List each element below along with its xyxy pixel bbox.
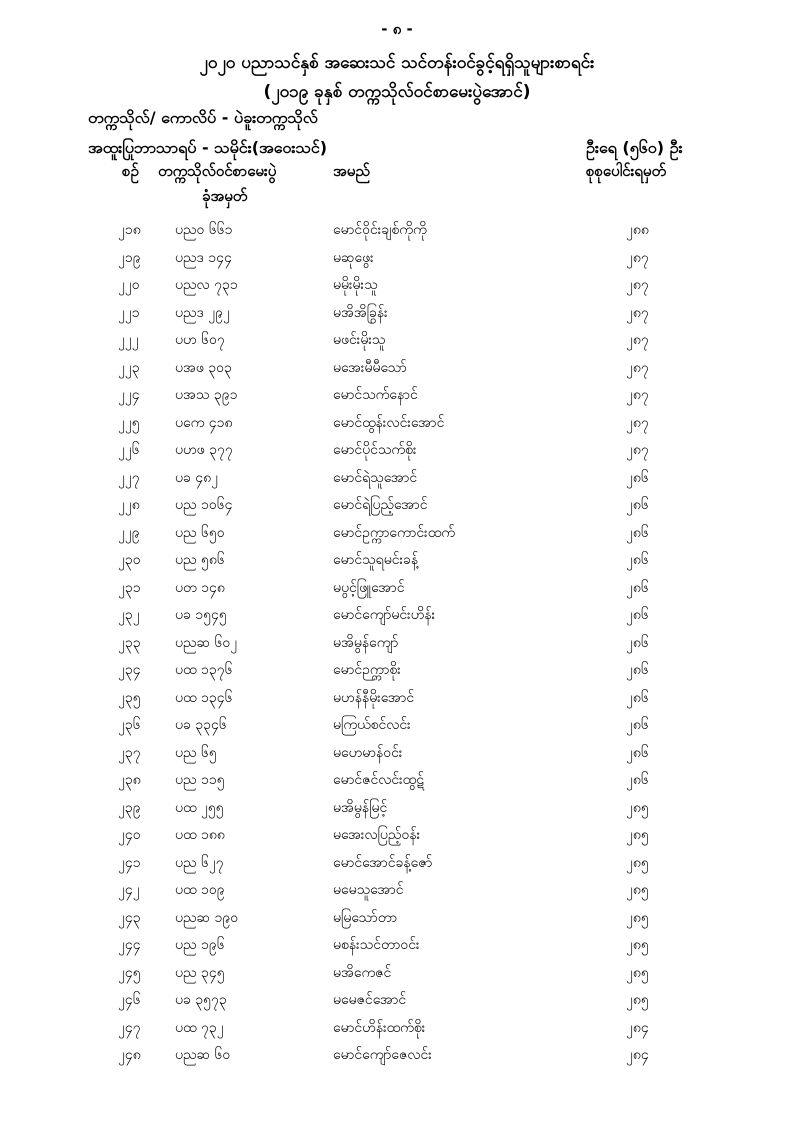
row-no: ၂၄၂ xyxy=(118,882,140,898)
row-no: ၂၃၃ xyxy=(118,634,141,651)
table-row xyxy=(0,601,794,629)
row-marks: ၂၈၆ xyxy=(626,524,649,541)
table-row xyxy=(0,354,794,382)
row-name: မပွင့်ဖြူအောင် xyxy=(333,579,405,596)
row-roll-number: ပထ ၁၃၇၆ xyxy=(175,662,233,678)
row-no: ၂၃၀ xyxy=(118,552,141,568)
table-row xyxy=(0,904,794,932)
row-name: မမေသူအောင် xyxy=(333,882,404,898)
row-roll-number: ပခ ၃၃၄၆ xyxy=(175,717,227,733)
row-roll-number: ပညဆ ၆၀၂ xyxy=(175,634,238,651)
table-row xyxy=(0,491,794,519)
row-no: ၂၄၆ xyxy=(118,992,141,1008)
row-marks: ၂၈၄ xyxy=(626,1047,649,1063)
row-roll-number: ပထ ၂၅၅ xyxy=(175,799,224,816)
row-roll-number: ပခ ၃၅၇၃ xyxy=(175,992,227,1008)
table-row xyxy=(0,794,794,822)
row-marks: ၂၈၇ xyxy=(626,414,649,431)
table-row xyxy=(0,409,794,437)
row-no: ၂၂၀ xyxy=(118,277,140,293)
row-no: ၂၁၈ xyxy=(118,222,141,238)
row-marks: ၂၈၆ xyxy=(626,497,649,513)
row-no: ၂၂၃ xyxy=(118,359,140,376)
row-name: မဟန်နီမိုးအောင် xyxy=(333,689,415,706)
row-no: ၂၂၁ xyxy=(118,304,140,321)
table-row xyxy=(0,436,794,464)
table-row xyxy=(0,326,794,354)
row-name: မောင်ကျော်မင်းဟိန်း xyxy=(333,607,436,623)
row-no: ၂၂၇ xyxy=(118,469,140,486)
row-marks: ၂၈၇ xyxy=(626,249,649,266)
row-name: မောင်ဟိန်းထက်စိုး xyxy=(333,1019,426,1036)
table-row xyxy=(0,574,794,602)
row-roll-number: ပထ ၁၈၈ xyxy=(175,827,225,843)
row-name: မမြသော်တာ xyxy=(333,909,398,926)
total-count: ဦးရေ (၅၆၀) ဦး xyxy=(586,138,683,157)
row-marks: ၂၈၆ xyxy=(626,744,649,761)
table-row xyxy=(0,876,794,904)
row-name: မောင်အောင်ခန့်ဇော် xyxy=(333,854,433,871)
row-name: မောင်ဥက္ကာကောင်းထက် xyxy=(333,524,455,541)
row-roll-number: ပည ၃၄၅ xyxy=(175,964,225,981)
row-name: မောင်ထွန်းလင်းအောင် xyxy=(333,414,445,431)
table-row xyxy=(0,464,794,492)
table-row xyxy=(0,1014,794,1042)
row-name: မအိကေဇင် xyxy=(333,964,392,981)
row-marks: ၂၈၇ xyxy=(626,359,649,376)
table-row xyxy=(0,1041,794,1069)
results-table xyxy=(0,216,794,1069)
row-name: မဆုဖွေး xyxy=(333,249,374,266)
row-roll-number: ပထ ၁၃၄၆ xyxy=(175,689,233,706)
row-roll-number: ပညလ ၇၃၁ xyxy=(175,277,238,293)
row-name: မအိမွန်မြင့် xyxy=(333,799,388,816)
row-no: ၂၃၄ xyxy=(118,662,141,678)
row-name: မောင်ဉက္ကာစိုး xyxy=(333,662,401,678)
row-marks: ၂၈၅ xyxy=(626,854,649,871)
table-row xyxy=(0,766,794,794)
row-name: မောင်သူရမင်းခန့် xyxy=(333,552,419,568)
row-roll-number: ပည ၆၅၀ xyxy=(175,524,225,541)
row-roll-number: ပခ ၁၅၄၅ xyxy=(175,607,227,623)
row-no: ၂၄၃ xyxy=(118,909,141,926)
row-roll-number: ပည ၁၉၆ xyxy=(175,937,225,953)
document-title: ၂၀၂၀ ပညာသင်နှစ် အဆေးသင် သင်တန်းဝင်ခွင့်ရရှိသူများစာရင်း xyxy=(199,53,595,73)
header-roll-line1: တက္ကသိုလ်ဝင်စာမေးပွဲ xyxy=(158,162,277,180)
row-marks: ၂၈၆ xyxy=(626,607,649,623)
row-no: ၂၂၅ xyxy=(118,414,140,431)
row-no: ၂၄၈ xyxy=(118,1047,141,1063)
row-no: ၂၂၈ xyxy=(118,497,140,513)
row-marks: ၂၈၇ xyxy=(626,442,649,458)
row-roll-number: ပထ ၁၀၉ xyxy=(175,882,225,898)
row-no: ၂၄၇ xyxy=(118,1019,141,1036)
row-name: မမိုးမိုးသူ xyxy=(333,277,378,293)
row-marks: ၂၈၅ xyxy=(626,799,649,816)
table-row xyxy=(0,849,794,877)
row-name: မောင်ဇင်လင်းထွဋ် xyxy=(333,772,424,788)
row-roll-number: ပဟဖ ၃၇၇ xyxy=(175,442,233,458)
row-marks: ၂၈၇ xyxy=(626,332,649,348)
table-row xyxy=(0,821,794,849)
row-marks: ၂၈၆ xyxy=(626,552,649,568)
subject-label: အထူးပြုဘာသာရပ် - သမိုင်း(အဝေးသင်) xyxy=(88,138,328,157)
university-label: တက္ကသိုလ်/ ကောလိပ် - ပဲခူးတက္ကသိုလ် xyxy=(88,108,318,127)
row-roll-number: ပည ၁၁၅ xyxy=(175,772,225,788)
row-name: မောင်ရဲပြည့်အောင် xyxy=(333,497,428,513)
row-no: ၂၂၂ xyxy=(118,332,139,348)
row-roll-number: ပတ ၁၄၈ xyxy=(175,579,225,596)
row-marks: ၂၈၅ xyxy=(626,909,649,926)
row-marks: ၂၈၈ xyxy=(626,222,649,238)
row-roll-number: ပညဒ ၂၉၂ xyxy=(175,304,230,321)
header-marks: စုစုပေါင်းရမှတ် xyxy=(586,162,667,180)
row-marks: ၂၈၆ xyxy=(626,772,649,788)
row-roll-number: ပညဆ ၆၀ xyxy=(175,1047,231,1063)
row-marks: ၂၈၅ xyxy=(626,827,649,843)
table-row xyxy=(0,959,794,987)
table-row xyxy=(0,629,794,657)
table-row xyxy=(0,216,794,244)
row-roll-number: ပည ၆၂၇ xyxy=(175,854,224,871)
row-marks: ၂၈၅ xyxy=(626,882,649,898)
row-name: မအိမွန်ကျော် xyxy=(333,634,399,651)
row-name: မဟေမာန်ဝင်း xyxy=(333,744,403,761)
row-roll-number: ပည ၅၈၆ xyxy=(175,552,225,568)
row-roll-number: ပည ၁၀၆၄ xyxy=(175,497,233,513)
page-number: - ၈ - xyxy=(381,20,413,38)
row-name: မောင်သက်နောင် xyxy=(333,387,418,403)
row-no: ၂၄၅ xyxy=(118,964,141,981)
row-no: ၂၄၄ xyxy=(118,937,141,953)
row-roll-number: ပည ၆၅ xyxy=(175,744,217,761)
row-roll-number: ပအဖ ၃၀၃ xyxy=(175,359,232,376)
table-row xyxy=(0,271,794,299)
row-no: ၂၂၉ xyxy=(118,524,140,541)
table-row xyxy=(0,299,794,327)
table-row xyxy=(0,244,794,272)
row-roll-number: ပဟ ၆၀၇ xyxy=(175,332,225,348)
row-marks: ၂၈၄ xyxy=(626,1019,649,1036)
row-name: မောင်ရဲသူအောင် xyxy=(333,469,418,486)
document-subtitle: (၂၀၁၉ ခုနှစ် တက္ကသိုလ်ဝင်စာမေးပွဲအောင်) xyxy=(263,82,531,102)
row-no: ၂၃၇ xyxy=(118,744,141,761)
row-name: မောင်ကျော်ဇေလင်း xyxy=(333,1047,432,1063)
table-row xyxy=(0,739,794,767)
row-roll-number: ပညဒ ၁၄၄ xyxy=(175,249,232,266)
row-marks: ၂၈၅ xyxy=(626,992,649,1008)
table-row xyxy=(0,656,794,684)
row-no: ၂၃၉ xyxy=(118,799,141,816)
row-no: ၂၃၈ xyxy=(118,772,141,788)
table-row xyxy=(0,684,794,712)
row-roll-number: ပညဝ ၆၆၁ xyxy=(175,222,233,238)
row-no: ၂၄၀ xyxy=(118,827,141,843)
table-row xyxy=(0,986,794,1014)
row-name: မောင်ပိုင်သက်စိုး xyxy=(333,442,417,458)
row-name: မအေးမီမီသော် xyxy=(333,359,407,376)
row-no: ၂၃၁ xyxy=(118,579,141,596)
row-marks: ၂၈၆ xyxy=(626,634,649,651)
header-name: အမည် xyxy=(333,162,370,180)
row-no: ၂၃၆ xyxy=(118,717,141,733)
row-roll-number: ပညဆ ၁၉၀ xyxy=(175,909,239,926)
table-row xyxy=(0,711,794,739)
row-marks: ၂၈၇ xyxy=(626,387,649,403)
row-name: မကြယ်စင်လင်း xyxy=(333,717,411,733)
table-row xyxy=(0,519,794,547)
row-name: မောင်ဝိုင်းချစ်ကိုကို xyxy=(333,222,427,238)
row-name: မဖင်းမိုးသူ xyxy=(333,332,386,348)
row-marks: ၂၈၆ xyxy=(626,689,649,706)
row-no: ၂၂၆ xyxy=(118,442,140,458)
row-marks: ၂၈၅ xyxy=(626,937,649,953)
header-roll-line2: ခုံအမှတ် xyxy=(202,187,248,205)
row-marks: ၂၈၆ xyxy=(626,469,649,486)
header-no: စဉ် xyxy=(122,162,139,180)
row-no: ၂၂၄ xyxy=(118,387,140,403)
row-roll-number: ပအသ ၃၉၁ xyxy=(175,387,238,403)
row-marks: ၂၈၇ xyxy=(626,277,649,293)
row-name: မစန်းသင်တာဝင်း xyxy=(333,937,420,953)
row-marks: ၂၈၆ xyxy=(626,662,649,678)
row-roll-number: ပကေ ၄၁၈ xyxy=(175,414,233,431)
row-name: မအေးလပြည့်ဝန်း xyxy=(333,827,421,843)
row-roll-number: ပခ ၄၈၂ xyxy=(175,469,219,486)
table-row xyxy=(0,381,794,409)
row-marks: ၂၈၆ xyxy=(626,579,649,596)
row-roll-number: ပထ ၇၃၂ xyxy=(175,1019,224,1036)
row-no: ၂၁၉ xyxy=(118,249,141,266)
row-no: ၂၄၁ xyxy=(118,854,141,871)
row-no: ၂၃၅ xyxy=(118,689,141,706)
row-marks: ၂၈၆ xyxy=(626,717,649,733)
table-row xyxy=(0,546,794,574)
row-name: မမေဇင်အောင် xyxy=(333,992,407,1008)
row-name: မအိအိခြွန်း xyxy=(333,304,388,321)
table-row xyxy=(0,931,794,959)
row-marks: ၂၈၅ xyxy=(626,964,649,981)
row-no: ၂၃၂ xyxy=(118,607,140,623)
row-marks: ၂၈၇ xyxy=(626,304,649,321)
